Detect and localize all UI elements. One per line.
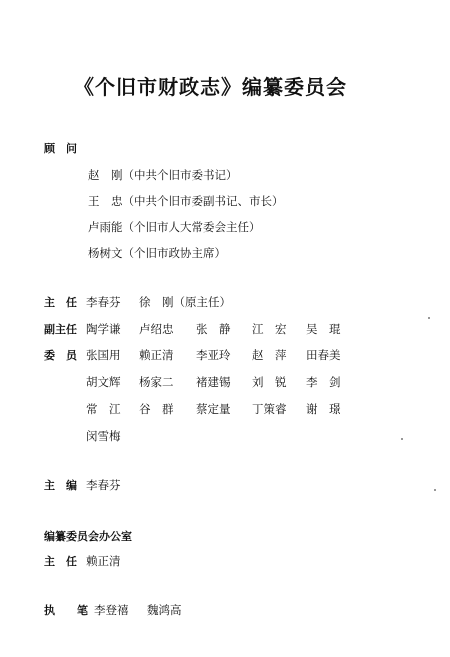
scan-speck bbox=[428, 317, 430, 319]
writer-name-2: 魏鸿高 bbox=[147, 603, 182, 617]
scan-speck bbox=[434, 489, 436, 491]
member-name: 蔡定量 bbox=[196, 402, 231, 416]
office-director-name: 赖正清 bbox=[86, 554, 121, 568]
director-name: 李春芬 bbox=[86, 295, 121, 309]
members-label: 委 员 bbox=[44, 349, 77, 362]
member-name: 褚建锡 bbox=[196, 375, 231, 389]
member-name: 常 江 bbox=[86, 402, 121, 416]
member-name: 闵雪梅 bbox=[86, 429, 121, 443]
member-name: 杨家二 bbox=[139, 375, 174, 389]
office-heading: 编纂委员会办公室 bbox=[44, 530, 132, 543]
advisors-label: 顾 问 bbox=[44, 142, 77, 155]
writer-name-1: 李登禧 bbox=[94, 603, 129, 617]
member-name: 丁策睿 bbox=[252, 402, 287, 416]
former-director-name: 徐 刚（原主任） bbox=[139, 295, 231, 309]
member-name: 田春美 bbox=[306, 348, 341, 362]
member-name: 刘 锐 bbox=[252, 375, 287, 389]
deputy-name-3: 张 静 bbox=[196, 322, 231, 336]
advisor-4: 杨树文（个旧市政协主席） bbox=[88, 246, 226, 260]
deputy-name-1: 陶学谦 bbox=[86, 322, 121, 336]
advisor-3: 卢雨能（个旧市人大常委会主任） bbox=[88, 220, 261, 234]
advisor-2: 王 忠（中共个旧市委副书记、市长） bbox=[88, 194, 284, 208]
member-name: 李亚玲 bbox=[196, 348, 231, 362]
document-title: 《个旧市财政志》编纂委员会 bbox=[74, 75, 347, 99]
director-label: 主 任 bbox=[44, 296, 77, 309]
advisor-1: 赵 刚（中共个旧市委书记） bbox=[88, 168, 238, 182]
member-name: 李 剑 bbox=[306, 375, 341, 389]
chief-editor-label: 主 编 bbox=[44, 479, 77, 492]
deputy-name-5: 吴 琨 bbox=[306, 322, 341, 336]
member-name: 谷 群 bbox=[139, 402, 174, 416]
chief-editor-name: 李春芬 bbox=[86, 478, 121, 492]
deputy-name-4: 江 宏 bbox=[252, 322, 287, 336]
member-name: 谢 璟 bbox=[306, 402, 341, 416]
writers-label: 执 笔 bbox=[44, 604, 88, 617]
member-name: 张国用 bbox=[86, 348, 121, 362]
office-director-label: 主 任 bbox=[44, 555, 77, 568]
scan-speck bbox=[401, 438, 403, 440]
deputy-name-2: 卢绍忠 bbox=[139, 322, 174, 336]
deputy-label: 副主任 bbox=[44, 323, 77, 336]
member-name: 赵 萍 bbox=[252, 348, 287, 362]
member-name: 赖正清 bbox=[139, 348, 174, 362]
member-name: 胡文辉 bbox=[86, 375, 121, 389]
